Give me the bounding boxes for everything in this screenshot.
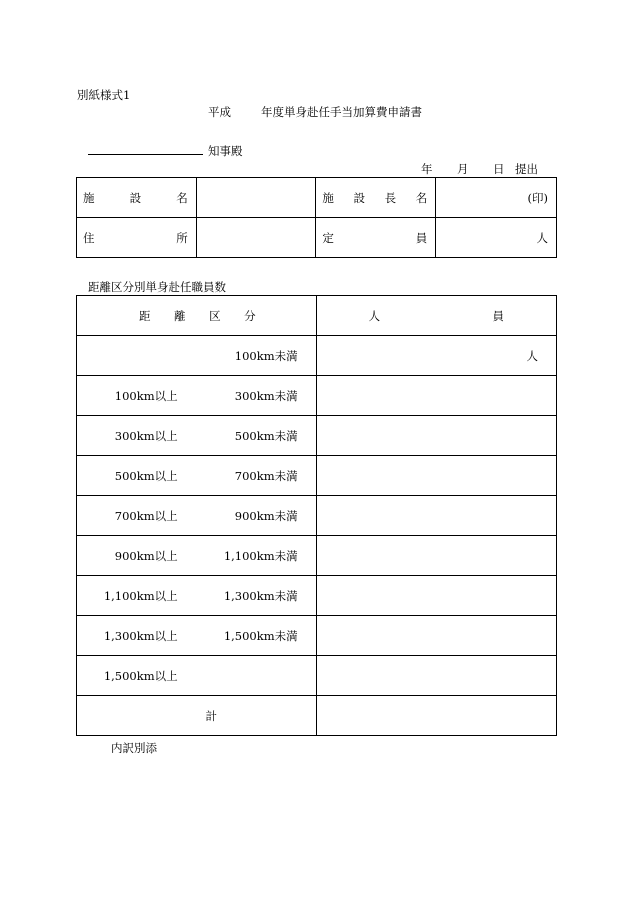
label-char: 長: [384, 190, 397, 205]
capacity-field[interactable]: [436, 218, 557, 258]
header-char: 区: [209, 308, 221, 323]
header-people: [316, 296, 556, 336]
distance-to: 300km未満: [234, 389, 298, 403]
distance-from: 500km以上: [114, 469, 178, 483]
distance-from: 900km以上: [114, 549, 178, 563]
director-name-field[interactable]: [436, 178, 557, 218]
label-char: 名: [415, 190, 428, 205]
table-row: [77, 218, 557, 258]
table-row: [77, 178, 557, 218]
table-row: [77, 616, 557, 656]
table-row: [77, 376, 557, 416]
table-row: [77, 576, 557, 616]
distance-range: [77, 336, 317, 376]
label-char: 施: [83, 190, 95, 205]
addressee-blank-line[interactable]: [88, 154, 203, 155]
distance-range: [77, 456, 317, 496]
label-char: 設: [129, 190, 142, 205]
distance-to: 500km未満: [234, 429, 298, 443]
total-row: [77, 696, 557, 736]
distance-staff-table: [76, 295, 557, 736]
distance-from: 100km以上: [114, 389, 178, 403]
distance-to: 700km未満: [234, 469, 298, 483]
facility-info-table: [76, 177, 557, 258]
label-char: 名: [176, 190, 188, 205]
distance-range: [77, 376, 317, 416]
seal-mark: (印): [527, 190, 548, 205]
title-era: 平成: [208, 105, 231, 119]
distance-to: 1,300km未満: [223, 589, 298, 603]
label-char: 員: [415, 230, 428, 245]
title-text: 年度単身赴任手当加算費申請書: [261, 105, 422, 119]
facility-name-label: [77, 178, 197, 218]
staff-count-field[interactable]: [316, 376, 556, 416]
distance-range: [77, 496, 317, 536]
staff-count-field[interactable]: [316, 336, 556, 376]
count-unit: 人: [526, 348, 538, 363]
distance-range: [77, 616, 317, 656]
facility-name-field[interactable]: [196, 178, 316, 218]
header-distance: [77, 296, 317, 336]
distance-from: 700km以上: [114, 509, 178, 523]
distance-range: [77, 656, 317, 696]
label-char: 設: [353, 190, 366, 205]
table-row: [77, 456, 557, 496]
header-char: 離: [174, 308, 186, 323]
distance-to: 100km未満: [234, 349, 298, 363]
table-row: [77, 496, 557, 536]
distance-from: 300km以上: [114, 429, 178, 443]
label-char: 住: [83, 230, 95, 245]
distance-to: 1,100km未満: [223, 549, 298, 563]
staff-count-field[interactable]: [316, 496, 556, 536]
table-row: [77, 536, 557, 576]
total-label: 計: [77, 696, 317, 736]
address-label: [77, 218, 197, 258]
header-char: 分: [244, 308, 256, 323]
form-number-label: 別紙様式1: [77, 88, 131, 102]
director-name-label: [316, 178, 436, 218]
staff-count-field[interactable]: [316, 576, 556, 616]
header-char: 距: [139, 308, 151, 323]
distance-to: 1,500km未満: [223, 629, 298, 643]
label-char: 定: [322, 230, 334, 245]
label-char: 施: [322, 190, 334, 205]
date-month: 月: [457, 162, 469, 176]
distance-range: [77, 416, 317, 456]
address-field[interactable]: [196, 218, 316, 258]
distance-from: 1,300km以上: [103, 629, 178, 643]
table-header-row: [77, 296, 557, 336]
attachment-note: 内訳別添: [111, 741, 157, 755]
distance-from: 1,500km以上: [103, 669, 178, 683]
capacity-unit: 人: [536, 230, 548, 245]
staff-count-field[interactable]: [316, 456, 556, 496]
submission-date: [421, 161, 538, 177]
staff-count-field[interactable]: [316, 656, 556, 696]
table-row: [77, 336, 557, 376]
distance-range: [77, 536, 317, 576]
distance-from: 1,100km以上: [103, 589, 178, 603]
total-count-field[interactable]: [316, 696, 556, 736]
date-day: 日: [493, 162, 505, 176]
section-title: 距離区分別単身赴任職員数: [88, 280, 226, 294]
capacity-label: [316, 218, 436, 258]
staff-count-field[interactable]: [316, 536, 556, 576]
addressee: 知事殿: [208, 144, 243, 158]
table-row: [77, 416, 557, 456]
distance-to: 900km未満: [234, 509, 298, 523]
document-title: [208, 104, 422, 120]
label-char: 所: [176, 230, 188, 245]
staff-count-field[interactable]: [316, 616, 556, 656]
table-row: [77, 656, 557, 696]
distance-range: [77, 576, 317, 616]
date-year: 年: [421, 162, 433, 176]
header-char: 員: [492, 308, 504, 323]
header-char: 人: [368, 308, 381, 323]
staff-count-field[interactable]: [316, 416, 556, 456]
date-submit: 提出: [515, 162, 538, 176]
